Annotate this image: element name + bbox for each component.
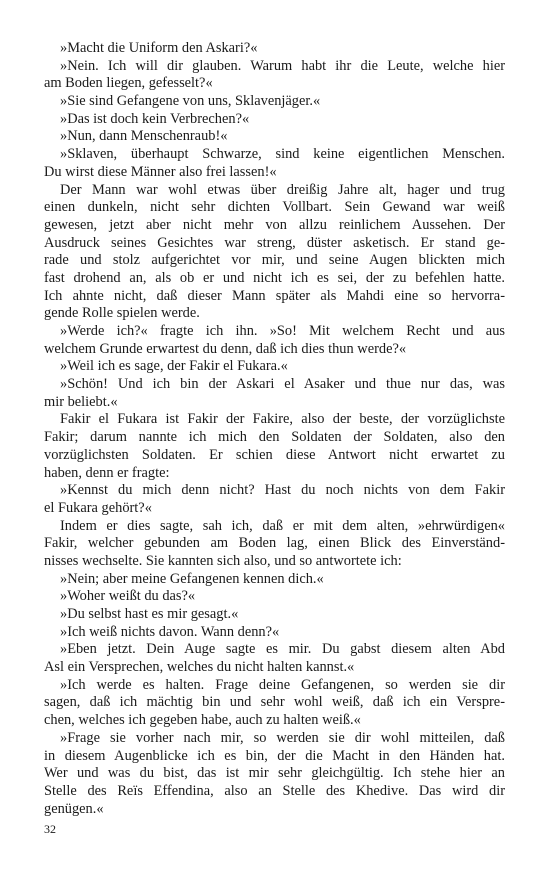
text-line: chen, welches ich gegeben habe, auch zu halten weiß.« bbox=[44, 712, 361, 729]
text-line: am Boden liegen, gefesselt?« bbox=[44, 75, 213, 92]
text-line: Asl ein Versprechen, welches du nicht halten kannst.« bbox=[44, 659, 355, 676]
text-line: Ich ahnte nicht, daß dieser Mann später als Mahdi eine so hervorra- bbox=[44, 287, 505, 304]
text-line: vorzüglichsten Soldaten. Er schien diese Antwort nicht erwartet zu bbox=[44, 446, 505, 463]
text-line: »Nun, dann Menschenraub!« bbox=[60, 128, 228, 145]
text-line: haben, denn er fragte: bbox=[44, 464, 170, 481]
text-line: »Weil ich es sage, der Fakir el Fukara.« bbox=[60, 358, 288, 375]
text-line: Indem er dies sagte, sah ich, daß er mit dem alten, »ehrwürdigen« bbox=[60, 517, 505, 534]
text-line: »Nein. Ich will dir glauben. Warum habt ihr die Leute, welche hier bbox=[60, 57, 505, 74]
text-line: »Sie sind Gefangene von uns, Sklavenjäger.« bbox=[60, 93, 321, 110]
page-number: 32 bbox=[44, 822, 56, 836]
text-line: Du wirst diese Männer also frei lassen!« bbox=[44, 163, 277, 180]
text-line: »Schön! Und ich bin der Askari el Asaker und thue nur das, was bbox=[60, 376, 505, 393]
text-line: »Ich weiß nichts davon. Wann denn?« bbox=[60, 623, 280, 640]
text-line: fast drohend an, als ob er und nicht ich es sei, der zu befehlen hatte. bbox=[44, 269, 505, 286]
text-line: »Macht die Uniform den Askari?« bbox=[60, 40, 258, 56]
text-line: rade und stolz aufgerichtet vor mir, und seine Augen blickten mich bbox=[44, 252, 505, 269]
text-line: el Fukara gehört?« bbox=[44, 499, 152, 516]
text-line: »Du selbst hast es mir gesagt.« bbox=[60, 606, 239, 622]
text-line: »Kennst du mich denn nicht? Hast du noch nichts von dem Fakir bbox=[60, 482, 505, 499]
text-line: »Woher weißt du das?« bbox=[60, 588, 196, 605]
text-line: Fakir; darum nannte ich mich den Soldaten der Soldaten, also den bbox=[44, 429, 505, 446]
text-line: gende Rolle spielen werde. bbox=[44, 305, 200, 322]
text-line: Ausdruck seines Gesichtes war streng, düster asketisch. Er stand ge- bbox=[44, 234, 505, 251]
text-line: Fakir, welcher gebunden am Boden lag, einen Blick des Einverständ- bbox=[44, 535, 505, 552]
text-line: welchem Grunde erwartest du denn, daß ich dies thun werde?« bbox=[44, 340, 407, 357]
text-line: Der Mann war wohl etwas über dreißig Jahre alt, hager und trug bbox=[60, 181, 505, 198]
text-line: in diesem Augenblicke ich es bin, der die Macht in den Händen hat. bbox=[44, 747, 505, 764]
text-line: Wer und was du bist, das ist mir sehr gleichgültig. Ich stehe hier an bbox=[44, 765, 505, 782]
text-line: »Werde ich?« fragte ich ihn. »So! Mit welchem Recht und aus bbox=[60, 323, 505, 339]
text-line: Stelle des Reïs Effendina, also an Stelle des Khedive. Das wird dir bbox=[44, 782, 505, 799]
text-line: »Nein; aber meine Gefangenen kennen dich.« bbox=[60, 570, 324, 587]
text-line: sagen, daß ich mächtig bin und sehr wohl weiß, daß ich ein Verspre- bbox=[44, 694, 505, 711]
text-line: »Sklaven, überhaupt Schwarze, sind keine eigentlichen Menschen. bbox=[60, 146, 505, 163]
text-line: »Das ist doch kein Verbrechen?« bbox=[60, 110, 250, 127]
text-line: gewesen, jetzt aber nicht mehr von allzu reinlichem Aussehen. Der bbox=[44, 216, 505, 233]
text-line: Fakir el Fukara ist Fakir der Fakire, also der beste, der vorzüglichste bbox=[60, 411, 505, 428]
body-text bbox=[44, 40, 505, 818]
text-line: »Eben jetzt. Dein Auge sagte es mir. Du gabst diesem alten Abd bbox=[60, 641, 505, 658]
text-line: genügen.« bbox=[44, 800, 104, 817]
text-line: nisses wechselte. Sie kannten sich also, und so antwortete ich: bbox=[44, 552, 402, 569]
text-line: »Frage sie vorher nach mir, so werden sie dir wohl mitteilen, daß bbox=[60, 729, 505, 746]
text-line: mir beliebt.« bbox=[44, 393, 118, 410]
text-line: einen dunkeln, nicht sehr dichten Vollbart. Sein Gewand war weiß bbox=[44, 199, 505, 216]
text-line: »Ich werde es halten. Frage deine Gefangenen, so werden sie dir bbox=[60, 676, 505, 693]
